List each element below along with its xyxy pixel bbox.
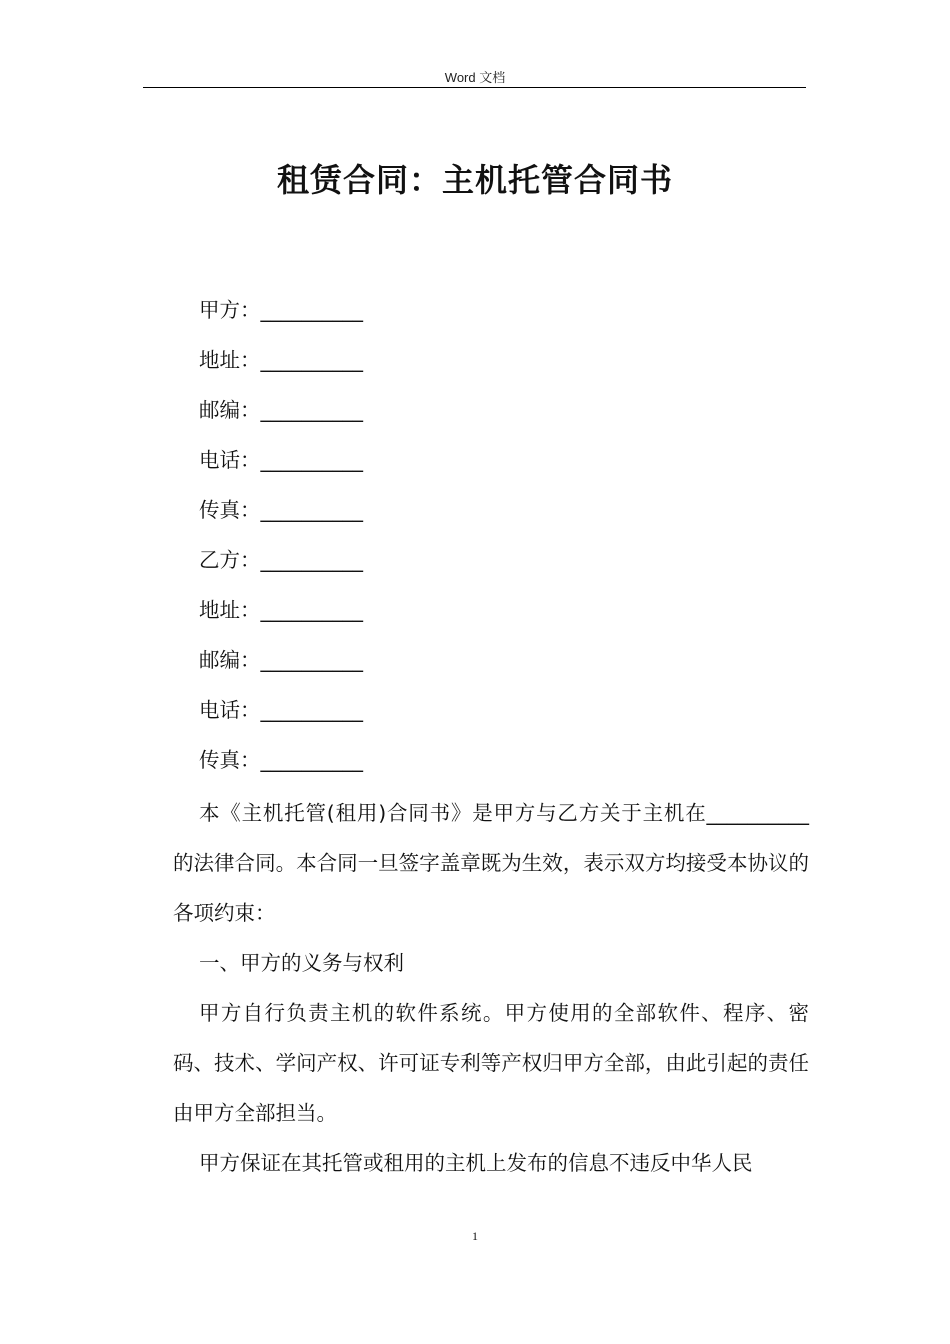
party-a-fax-field: 传真：__________ — [199, 498, 363, 522]
party-a-address-field: 地址：__________ — [199, 348, 363, 372]
party-a-phone-field: 电话：__________ — [199, 448, 363, 472]
fill-blank[interactable]: __________ — [260, 598, 363, 622]
fill-blank[interactable]: __________ — [260, 348, 363, 372]
party-b-postcode-field: 邮编：__________ — [199, 648, 363, 672]
page-number: 1 — [472, 1229, 478, 1243]
party-b-name-field: 乙方：__________ — [199, 548, 363, 572]
fill-blank[interactable]: __________ — [260, 548, 363, 572]
paragraph-software-responsibility: 甲方自行负责主机的软件系统。甲方使用的全部软件、程序、密码、技术、学问产权、许可证专利等产权归甲方全部，由此引起的责任由甲方全部担当。 — [173, 1001, 809, 1125]
page-header: Word 文档 — [444, 70, 506, 85]
party-a-block — [173, 288, 809, 538]
fill-blank[interactable]: __________ — [260, 498, 363, 522]
party-b-fax-field: 传真：__________ — [199, 748, 363, 772]
header-divider — [143, 87, 806, 88]
party-a-name-field: 甲方：__________ — [199, 298, 363, 322]
fill-blank[interactable]: __________ — [260, 648, 363, 672]
fill-blank[interactable]: __________ — [260, 748, 363, 772]
fill-blank[interactable]: __________ — [260, 448, 363, 472]
fill-blank[interactable]: __________ — [260, 298, 363, 322]
fill-blank[interactable]: __________ — [260, 698, 363, 722]
section-1-heading: 一、甲方的义务与权利 — [199, 951, 404, 975]
document-title: 租赁合同：主机托管合同书 — [276, 161, 673, 199]
document-body — [173, 288, 809, 1188]
party-b-address-field: 地址：__________ — [199, 598, 363, 622]
paragraph-information-compliance: 甲方保证在其托管或租用的主机上发布的信息不违反中华人民 — [199, 1151, 753, 1175]
intro-paragraph: 本《主机托管(租用)合同书》是甲方与乙方关于主机在__________的法律合同。本合同一旦签字盖章既为生效，表示双方均接受本协议的各项约束： — [173, 801, 809, 925]
fill-blank[interactable]: __________ — [260, 398, 363, 422]
party-b-phone-field: 电话：__________ — [199, 698, 363, 722]
party-b-block — [173, 538, 809, 788]
party-a-postcode-field: 邮编：__________ — [199, 398, 363, 422]
